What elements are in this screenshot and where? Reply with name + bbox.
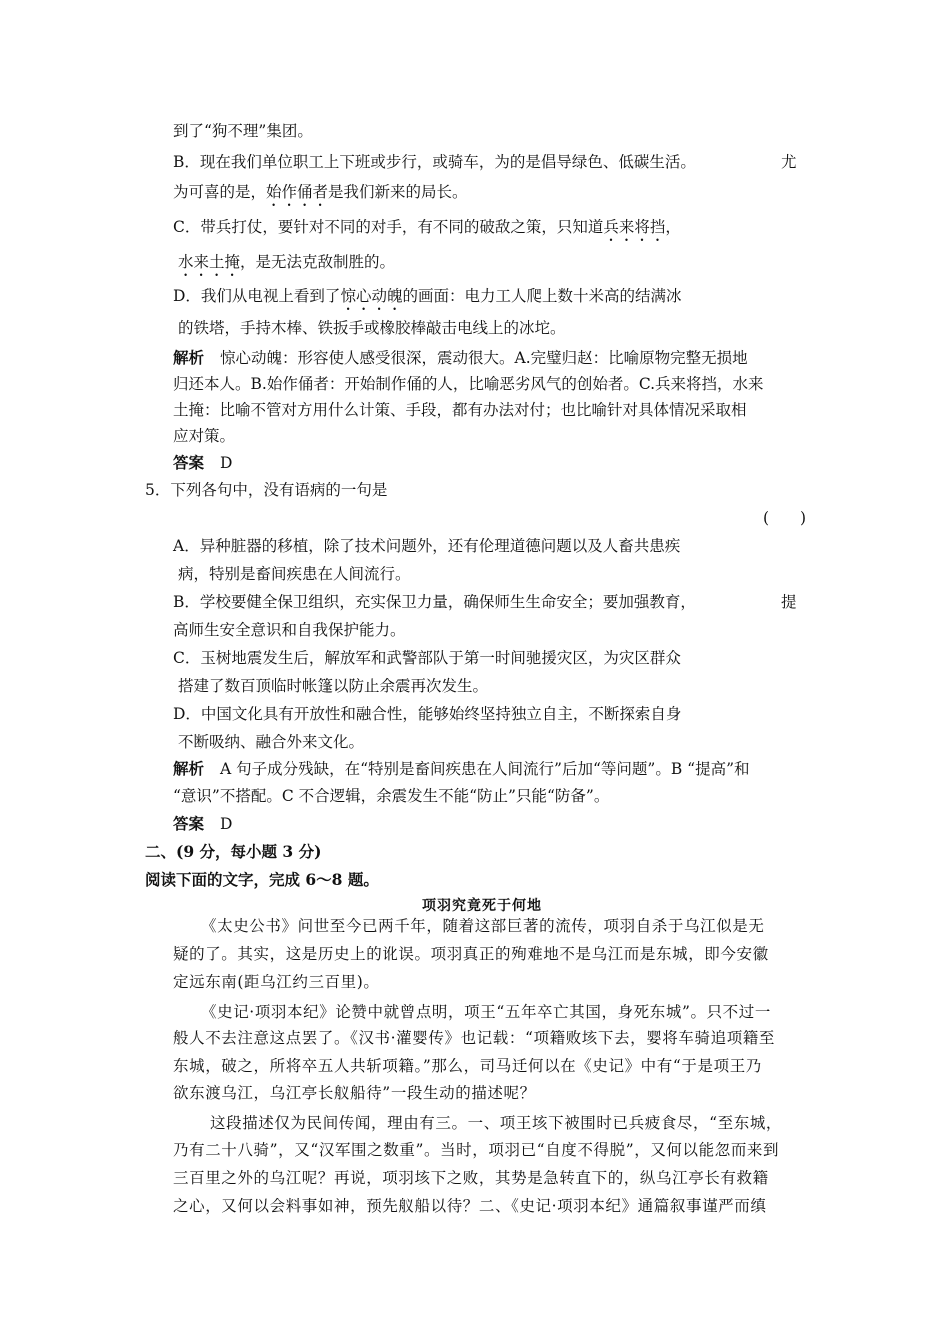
q5-option-b-line1-tail: 提	[781, 593, 797, 611]
passage-p3-line3: 三百里之外的乌江呢？再说，项羽垓下之败，其势是急转直下的，纵乌江亭长有救籍	[173, 1169, 769, 1187]
q4-option-d-line1-pre: D．我们从电视上看到了	[173, 287, 341, 305]
passage-p1-line2: 疑的了。其实，这是历史上的讹误。项羽真正的殉难地不是乌江而是东城，即今安徽	[173, 945, 769, 963]
q4-option-c-line1-pre: C．带兵打仗，要针对不同的对手，有不同的破敌之策，只知道	[173, 218, 604, 236]
q4-analysis-text1: 惊心动魄：形容使人感受很深，震动很大。A.完璧归赵：比喻原物完整无损地	[220, 349, 748, 367]
passage-p2-line4: 欲东渡乌江，乌江亭长舣船待”一段生动的描述呢？	[173, 1084, 536, 1102]
q5-option-b-line1: B．学校要健全保卫组织，充实保卫力量，确保师生生命安全；要加强教育，	[173, 593, 696, 611]
q5-answer-label: 答案	[173, 814, 205, 833]
q4-option-d-line1	[173, 284, 681, 314]
q5-option-c-line2: 搭建了数百顶临时帐篷以防止余震再次发生。	[178, 677, 489, 695]
q5-answer-value: D	[220, 815, 233, 833]
q5-stem: 5．下列各句中，没有语病的一句是	[145, 481, 388, 499]
q5-analysis-line2: “意识”不搭配。C 不合逻辑，余震发生不能“防止”只能“防备”。	[173, 787, 610, 805]
section2-instruction: 阅读下面的文字，完成 6～8 题。	[145, 870, 379, 889]
passage-p2-line3: 东城，破之，所将卒五人共斩项籍。”那么，司马迁何以在《史记》中有“于是项王乃	[173, 1057, 762, 1075]
section2-heading: 二、(9 分，每小题 3 分)	[145, 842, 322, 861]
q5-analysis-text1: A 句子成分残缺，在“特别是畜间疾患在人间流行”后加“等问题”。B “提高”和	[220, 760, 750, 778]
q4-analysis-line1	[173, 346, 748, 370]
q4-option-c-line2	[178, 250, 395, 280]
q4-line-top: 到了“狗不理”集团。	[173, 122, 313, 140]
q4-option-b-line1-tail: 尤	[781, 153, 797, 171]
q4-option-d-line2: 的铁塔，手持木棒、铁扳手或橡胶棒敲击电线上的冰坨。	[178, 319, 566, 337]
q4-answer-label: 答案	[173, 453, 205, 472]
q4-option-b-line2-pre: 为可喜的是，	[173, 183, 267, 201]
q5-analysis-line1	[173, 757, 750, 781]
q4-option-c-emphasis-1: 兵来将挡	[603, 218, 666, 236]
q5-option-c-line1: C．玉树地震发生后，解放军和武警部队于第一时间驰援灾区，为灾区群众	[173, 649, 681, 667]
q4-option-b-line1: B．现在我们单位职工上下班或步行，或骑车，为的是倡导绿色、低碳生活。	[173, 153, 696, 171]
q4-option-c-line2-post: ，是无法克敌制胜的。	[240, 253, 396, 271]
passage-p3-line1: 这段描述仅为民间传闻，理由有三。一、项王垓下被围时已兵疲食尽，“至东城，	[210, 1114, 783, 1132]
q4-option-b-line2-post: 是我们新来的局长。	[328, 183, 468, 201]
q5-answer-bracket: ( )	[763, 509, 807, 527]
passage-p1-line1: 《太史公书》问世至今已两千年，随着这部巨著的流传，项羽自杀于乌江似是无	[201, 917, 765, 935]
q5-option-d-line2: 不断吸纳、融合外来文化。	[178, 733, 365, 751]
q4-analysis-label: 解析	[173, 348, 205, 367]
q4-option-b-line2	[173, 180, 468, 210]
q5-answer	[173, 812, 232, 836]
q4-analysis-line3: 土掩：比喻不管对方用什么计策、手段，都有办法对付；也比喻针对具体情况采取相	[173, 401, 747, 419]
q4-analysis-line2: 归还本人。B.始作俑者：开始制作俑的人，比喻恶劣风气的创始者。C.兵来将挡，水来	[173, 375, 764, 393]
q4-analysis-line4: 应对策。	[173, 427, 236, 445]
q5-option-a-line1: A．异种脏器的移植，除了技术问题外，还有伦理道德问题以及人畜共患疾	[173, 537, 681, 555]
q4-option-d-line1-post: 的画面：电力工人爬上数十米高的结满冰	[402, 287, 682, 305]
q5-option-d-line1: D．中国文化具有开放性和融合性，能够始终坚持独立自主，不断探索自身	[173, 705, 682, 723]
q4-answer	[173, 451, 232, 475]
q4-answer-value: D	[220, 454, 233, 472]
passage-p3-line4: 之心，又何以会料事如神，预先舣船以待？二、《史记·项羽本纪》通篇叙事谨严而缜	[173, 1197, 767, 1215]
q4-option-d-emphasis: 惊心动魄	[340, 287, 403, 305]
passage-p2-line2: 般人不去注意这点罢了。《汉书·灌婴传》也记载：“项籍败垓下去，婴将车骑追项籍至	[173, 1029, 776, 1047]
passage-p1-line3: 定远东南(距乌江约三百里)。	[173, 973, 380, 991]
q4-option-c-line1	[173, 215, 681, 245]
passage-title: 项羽究竟死于何地	[422, 898, 542, 914]
passage-p3-line2: 乃有二十八骑”，又“汉军围之数重”。当时，项羽已“自度不得脱”，又何以能忽而来到	[173, 1141, 780, 1159]
q4-option-c-emphasis-2: 水来土掩	[178, 253, 241, 271]
q5-option-a-line2: 病，特别是畜间疾患在人间流行。	[178, 565, 411, 583]
q4-option-b-emphasis: 始作俑者	[266, 183, 329, 201]
q5-analysis-label: 解析	[173, 759, 205, 778]
passage-p2-line1: 《史记·项羽本纪》论赞中就曾点明，项王“五年卒亡其国，身死东城”。只不过一	[201, 1003, 771, 1021]
q5-option-b-line2: 高师生安全意识和自我保护能力。	[173, 621, 406, 639]
q4-option-c-line1-post: ，	[665, 218, 681, 236]
